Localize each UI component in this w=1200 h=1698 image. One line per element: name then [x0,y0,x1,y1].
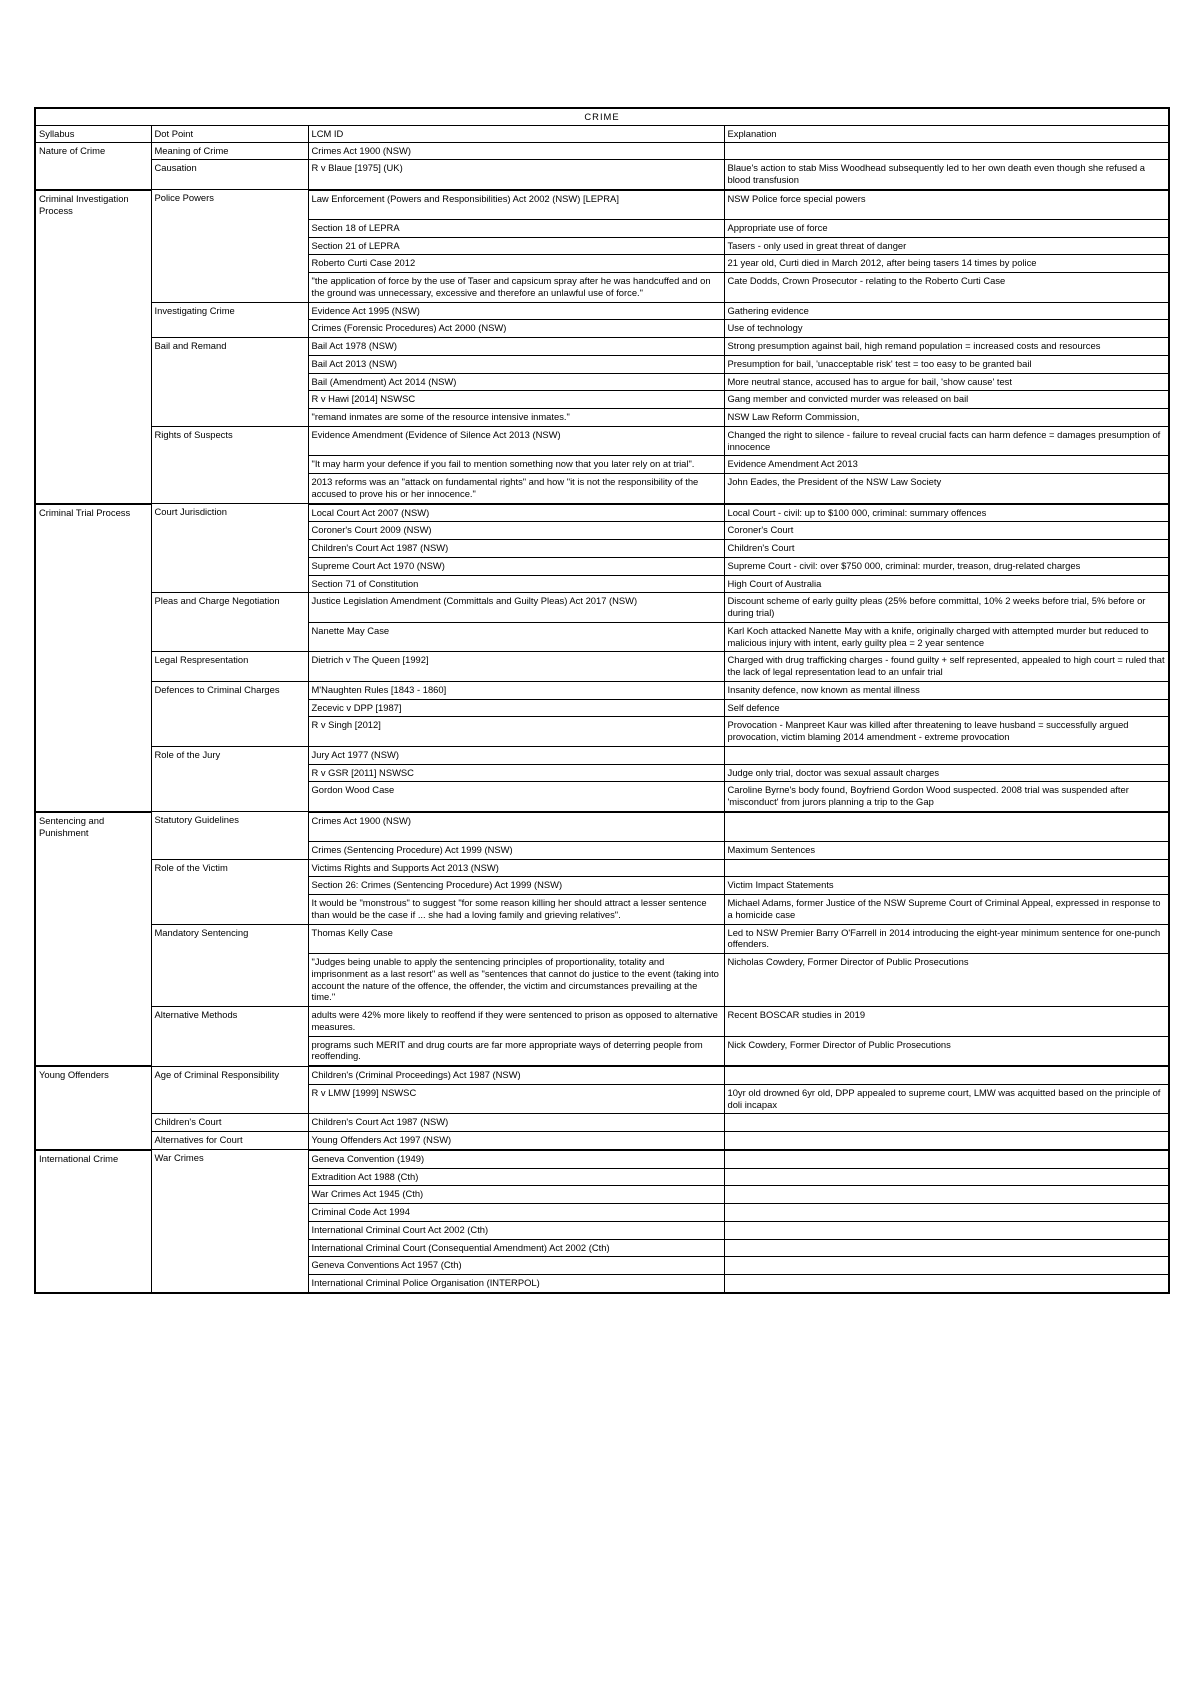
explanation-cell: Use of technology [724,320,1169,338]
lcm-id-cell: Jury Act 1977 (NSW) [308,746,724,764]
lcm-id-cell: programs such MERIT and drug courts are far more appropriate ways of deterring people from reoffending. [308,1036,724,1066]
syllabus-cell [35,1036,151,1066]
table-row [35,190,1169,220]
syllabus-cell [35,1275,151,1293]
dot-point-cell [151,622,308,652]
table-row [35,273,1169,303]
explanation-cell: Nick Cowdery, Former Director of Public Prosecutions [724,1036,1169,1066]
syllabus-cell [35,219,151,237]
syllabus-cell [35,681,151,699]
syllabus-cell [35,320,151,338]
dot-point-cell [151,540,308,558]
table-row [35,859,1169,877]
syllabus-cell [35,575,151,593]
dot-point-cell [151,273,308,303]
lcm-id-cell: Geneva Convention (1949) [308,1150,724,1168]
explanation-cell: Discount scheme of early guilty pleas (25% before committal, 10% 2 weeks before trial, 5% before or during trial) [724,593,1169,623]
lcm-id-cell: Crimes Act 1900 (NSW) [308,142,724,160]
dot-point-cell [151,355,308,373]
lcm-id-cell: Section 21 of LEPRA [308,237,724,255]
lcm-id-cell: 2013 reforms was an "attack on fundamental rights" and how "it is not the responsibility of the accused to prove his or her innocence." [308,474,724,504]
lcm-id-cell: R v Singh [2012] [308,717,724,747]
syllabus-cell [35,338,151,356]
syllabus-cell [35,924,151,954]
syllabus-cell [35,1007,151,1037]
lcm-id-cell: "Judges being unable to apply the sentencing principles of proportionality, totality and imprisonment as a last resort" as well as "sentences that cannot do justice to the event (taking into account the nature of the offence, the offender, the victim and circumstances prevailing at the time." [308,954,724,1007]
table-row [35,338,1169,356]
explanation-cell [724,1239,1169,1257]
table-row [35,782,1169,812]
dot-point-cell [151,1084,308,1114]
dot-point-cell: Role of the Victim [151,859,308,877]
dot-point-cell: Bail and Remand [151,338,308,356]
explanation-cell: 10yr old drowned 6yr old, DPP appealed to supreme court, LMW was acquitted based on the principle of doli incapax [724,1084,1169,1114]
dot-point-cell [151,699,308,717]
lcm-id-cell: Thomas Kelly Case [308,924,724,954]
syllabus-cell: Nature of Crime [35,142,151,160]
explanation-cell [724,142,1169,160]
dot-point-cell: Pleas and Charge Negotiation [151,593,308,623]
header-explanation: Explanation [724,125,1169,142]
lcm-id-cell: Victims Rights and Supports Act 2013 (NSW) [308,859,724,877]
syllabus-cell [35,474,151,504]
lcm-id-cell: Section 26: Crimes (Sentencing Procedure) Act 1999 (NSW) [308,877,724,895]
lcm-id-cell: Geneva Conventions Act 1957 (Cth) [308,1257,724,1275]
lcm-id-cell: R v Blaue [1975] (UK) [308,160,724,190]
table-row [35,924,1169,954]
table-row [35,142,1169,160]
syllabus-cell: Criminal Trial Process [35,504,151,522]
syllabus-cell [35,782,151,812]
table-row [35,219,1169,237]
explanation-cell: Cate Dodds, Crown Prosecutor - relating to the Roberto Curti Case [724,273,1169,303]
lcm-id-cell: Local Court Act 2007 (NSW) [308,504,724,522]
syllabus-cell [35,522,151,540]
table-row [35,575,1169,593]
table-row [35,237,1169,255]
dot-point-cell [151,1168,308,1186]
table-row [35,456,1169,474]
explanation-cell: Presumption for bail, 'unacceptable risk' test = too easy to be granted bail [724,355,1169,373]
explanation-cell: Supreme Court - civil: over $750 000, criminal: murder, treason, drug-related charges [724,557,1169,575]
explanation-cell: Karl Koch attacked Nanette May with a knife, originally charged with attempted murder but reduced to malicious injury with intent, early guilty plea = 2 year sentence [724,622,1169,652]
table-row [35,1036,1169,1066]
explanation-cell: Local Court - civil: up to $100 000, criminal: summary offences [724,504,1169,522]
syllabus-cell [35,557,151,575]
lcm-id-cell: Extradition Act 1988 (Cth) [308,1168,724,1186]
table-row [35,593,1169,623]
table-row [35,746,1169,764]
lcm-id-cell: Coroner's Court 2009 (NSW) [308,522,724,540]
syllabus-cell: Sentencing and Punishment [35,812,151,842]
explanation-cell: Appropriate use of force [724,219,1169,237]
dot-point-cell [151,1239,308,1257]
explanation-cell: 21 year old, Curti died in March 2012, after being tasers 14 times by police [724,255,1169,273]
lcm-id-cell: R v GSR [2011] NSWSC [308,764,724,782]
lcm-id-cell: International Criminal Police Organisation (INTERPOL) [308,1275,724,1293]
explanation-cell: Led to NSW Premier Barry O'Farrell in 2014 introducing the eight-year minimum sentence for one-punch offenders. [724,924,1169,954]
header-syllabus: Syllabus [35,125,151,142]
explanation-cell: Recent BOSCAR studies in 2019 [724,1007,1169,1037]
syllabus-cell [35,273,151,303]
lcm-id-cell: Law Enforcement (Powers and Responsibilities) Act 2002 (NSW) [LEPRA] [308,190,724,220]
syllabus-cell [35,409,151,427]
explanation-cell [724,1132,1169,1150]
syllabus-cell [35,764,151,782]
explanation-cell: Nicholas Cowdery, Former Director of Public Prosecutions [724,954,1169,1007]
lcm-id-cell: Section 71 of Constitution [308,575,724,593]
syllabus-cell [35,652,151,682]
explanation-cell: More neutral stance, accused has to argue for bail, 'show cause' test [724,373,1169,391]
dot-point-cell [151,895,308,925]
syllabus-cell [35,373,151,391]
crime-table [34,107,1170,1294]
lcm-id-cell: Roberto Curti Case 2012 [308,255,724,273]
dot-point-cell [151,841,308,859]
explanation-cell [724,1257,1169,1275]
explanation-cell: Victim Impact Statements [724,877,1169,895]
lcm-id-cell: International Criminal Court Act 2002 (Cth) [308,1221,724,1239]
table-row [35,320,1169,338]
syllabus-cell: Young Offenders [35,1066,151,1084]
dot-point-cell [151,522,308,540]
explanation-cell: Gang member and convicted murder was released on bail [724,391,1169,409]
explanation-cell: Caroline Byrne's body found, Boyfriend Gordon Wood suspected. 2008 trial was suspended after 'misconduct' from jurors planning a trip to the Gap [724,782,1169,812]
dot-point-cell: Court Jurisdiction [151,504,308,522]
dot-point-cell: Meaning of Crime [151,142,308,160]
dot-point-cell [151,575,308,593]
table-row [35,699,1169,717]
table-row [35,522,1169,540]
dot-point-cell [151,391,308,409]
lcm-id-cell: It would be "monstrous" to suggest "for some reason killing her should attract a lesser sentence than would be the case if ... she had a loving family and grieving relatives". [308,895,724,925]
header-lcm-id: LCM ID [308,125,724,142]
explanation-cell: Tasers - only used in great threat of danger [724,237,1169,255]
table-row [35,1132,1169,1150]
explanation-cell: Charged with drug trafficking charges - found guilty + self represented, appealed to high court = ruled that the lack of legal representation lead to an unfair trial [724,652,1169,682]
lcm-id-cell: Nanette May Case [308,622,724,652]
syllabus-cell [35,877,151,895]
dot-point-cell: Investigating Crime [151,302,308,320]
table-row [35,302,1169,320]
syllabus-cell [35,426,151,456]
table-row [35,1239,1169,1257]
dot-point-cell: Alternative Methods [151,1007,308,1037]
table-row [35,373,1169,391]
lcm-id-cell: Justice Legislation Amendment (Committals and Guilty Pleas) Act 2017 (NSW) [308,593,724,623]
syllabus-cell [35,1186,151,1204]
dot-point-cell: Legal Respresentation [151,652,308,682]
dot-point-cell [151,1275,308,1293]
syllabus-cell [35,746,151,764]
syllabus-cell [35,1204,151,1222]
syllabus-cell [35,1114,151,1132]
explanation-cell [724,1186,1169,1204]
dot-point-cell [151,255,308,273]
table-row [35,1084,1169,1114]
syllabus-cell [35,1132,151,1150]
dot-point-cell [151,782,308,812]
syllabus-cell [35,355,151,373]
table-row [35,681,1169,699]
explanation-cell [724,1168,1169,1186]
table-row [35,1275,1169,1293]
table-row [35,764,1169,782]
table-row [35,841,1169,859]
dot-point-cell [151,954,308,1007]
table-row [35,557,1169,575]
lcm-id-cell: Evidence Act 1995 (NSW) [308,302,724,320]
table-row [35,409,1169,427]
syllabus-cell [35,456,151,474]
explanation-cell: Provocation - Manpreet Kaur was killed after threatening to leave husband = successfully argued provocation, victim blaming 2014 amendment - extreme provocation [724,717,1169,747]
table-row [35,1114,1169,1132]
dot-point-cell: Statutory Guidelines [151,812,308,842]
header-row [35,125,1169,142]
table-row [35,1007,1169,1037]
explanation-cell: Gathering evidence [724,302,1169,320]
syllabus-cell [35,540,151,558]
syllabus-cell [35,391,151,409]
lcm-id-cell: Crimes (Forensic Procedures) Act 2000 (NSW) [308,320,724,338]
explanation-cell: Judge only trial, doctor was sexual assault charges [724,764,1169,782]
document-page [34,107,1168,1294]
dot-point-cell [151,1221,308,1239]
lcm-id-cell: Bail Act 2013 (NSW) [308,355,724,373]
syllabus-cell [35,1257,151,1275]
table-row [35,652,1169,682]
explanation-cell: Self defence [724,699,1169,717]
lcm-id-cell: M'Naughten Rules [1843 - 1860] [308,681,724,699]
dot-point-cell [151,1036,308,1066]
explanation-cell [724,746,1169,764]
syllabus-cell [35,895,151,925]
title-row [35,108,1169,125]
table-row [35,877,1169,895]
syllabus-cell [35,255,151,273]
syllabus-cell [35,1221,151,1239]
lcm-id-cell: War Crimes Act 1945 (Cth) [308,1186,724,1204]
table-row [35,1221,1169,1239]
dot-point-cell: Alternatives for Court [151,1132,308,1150]
explanation-cell: High Court of Australia [724,575,1169,593]
table-row [35,1186,1169,1204]
lcm-id-cell: International Criminal Court (Consequential Amendment) Act 2002 (Cth) [308,1239,724,1257]
dot-point-cell [151,409,308,427]
syllabus-cell [35,699,151,717]
syllabus-cell [35,302,151,320]
dot-point-cell: Defences to Criminal Charges [151,681,308,699]
syllabus-cell [35,1168,151,1186]
table-row [35,812,1169,842]
syllabus-cell [35,717,151,747]
dot-point-cell [151,1257,308,1275]
table-row [35,355,1169,373]
lcm-id-cell: adults were 42% more likely to reoffend if they were sentenced to prison as opposed to alternative measures. [308,1007,724,1037]
syllabus-cell [35,1084,151,1114]
header-dot-point: Dot Point [151,125,308,142]
table-row [35,895,1169,925]
dot-point-cell [151,1186,308,1204]
lcm-id-cell: Section 18 of LEPRA [308,219,724,237]
table-row [35,1257,1169,1275]
explanation-cell [724,859,1169,877]
syllabus-cell [35,160,151,190]
explanation-cell: Insanity defence, now known as mental illness [724,681,1169,699]
explanation-cell: Maximum Sentences [724,841,1169,859]
syllabus-cell: International Crime [35,1150,151,1168]
lcm-id-cell: Bail (Amendment) Act 2014 (NSW) [308,373,724,391]
dot-point-cell [151,557,308,575]
dot-point-cell: Children's Court [151,1114,308,1132]
table-row [35,622,1169,652]
dot-point-cell: Causation [151,160,308,190]
table-row [35,426,1169,456]
dot-point-cell: Mandatory Sentencing [151,924,308,954]
table-row [35,474,1169,504]
lcm-id-cell: Zecevic v DPP [1987] [308,699,724,717]
dot-point-cell [151,474,308,504]
explanation-cell [724,1275,1169,1293]
table-row [35,717,1169,747]
lcm-id-cell: Bail Act 1978 (NSW) [308,338,724,356]
table-row [35,160,1169,190]
explanation-cell: Strong presumption against bail, high remand population = increased costs and resources [724,338,1169,356]
table-body [35,142,1169,1293]
table-row [35,954,1169,1007]
dot-point-cell: Rights of Suspects [151,426,308,456]
explanation-cell [724,812,1169,842]
table-row [35,1204,1169,1222]
lcm-id-cell: Children's Court Act 1987 (NSW) [308,540,724,558]
dot-point-cell [151,717,308,747]
dot-point-cell: Role of the Jury [151,746,308,764]
table-title: CRIME [35,108,1169,125]
lcm-id-cell: Evidence Amendment (Evidence of Silence Act 2013 (NSW) [308,426,724,456]
syllabus-cell [35,593,151,623]
table-row [35,255,1169,273]
dot-point-cell [151,456,308,474]
table-row [35,1150,1169,1168]
syllabus-cell [35,954,151,1007]
syllabus-cell [35,1239,151,1257]
syllabus-cell [35,859,151,877]
syllabus-cell [35,237,151,255]
lcm-id-cell: Children's (Criminal Proceedings) Act 1987 (NSW) [308,1066,724,1084]
lcm-id-cell: "remand inmates are some of the resource intensive inmates." [308,409,724,427]
dot-point-cell: War Crimes [151,1150,308,1168]
lcm-id-cell: Gordon Wood Case [308,782,724,812]
lcm-id-cell: "the application of force by the use of Taser and capsicum spray after he was handcuffed and on the ground was unnecessary, excessive and therefore an unlawful use of force." [308,273,724,303]
explanation-cell [724,1066,1169,1084]
lcm-id-cell: R v Hawi [2014] NSWSC [308,391,724,409]
syllabus-cell: Criminal Investigation Process [35,190,151,220]
lcm-id-cell: Crimes (Sentencing Procedure) Act 1999 (NSW) [308,841,724,859]
explanation-cell: Blaue's action to stab Miss Woodhead subsequently led to her own death even though she refused a blood transfusion [724,160,1169,190]
lcm-id-cell: Children's Court Act 1987 (NSW) [308,1114,724,1132]
lcm-id-cell: Dietrich v The Queen [1992] [308,652,724,682]
table-row [35,1168,1169,1186]
dot-point-cell [151,1204,308,1222]
explanation-cell: NSW Law Reform Commission, [724,409,1169,427]
table-row [35,391,1169,409]
dot-point-cell: Age of Criminal Responsibility [151,1066,308,1084]
explanation-cell: John Eades, the President of the NSW Law Society [724,474,1169,504]
lcm-id-cell: R v LMW [1999] NSWSC [308,1084,724,1114]
table-row [35,1066,1169,1084]
table-row [35,504,1169,522]
dot-point-cell [151,219,308,237]
explanation-cell: NSW Police force special powers [724,190,1169,220]
lcm-id-cell: Crimes Act 1900 (NSW) [308,812,724,842]
dot-point-cell [151,237,308,255]
explanation-cell [724,1204,1169,1222]
syllabus-cell [35,622,151,652]
explanation-cell [724,1221,1169,1239]
explanation-cell: Children's Court [724,540,1169,558]
explanation-cell: Changed the right to silence - failure to reveal crucial facts can harm defence = damages presumption of innocence [724,426,1169,456]
explanation-cell [724,1114,1169,1132]
explanation-cell: Evidence Amendment Act 2013 [724,456,1169,474]
explanation-cell: Michael Adams, former Justice of the NSW Supreme Court of Criminal Appeal, expressed in response to a homicide case [724,895,1169,925]
explanation-cell [724,1150,1169,1168]
table-row [35,540,1169,558]
syllabus-cell [35,841,151,859]
dot-point-cell [151,320,308,338]
explanation-cell: Coroner's Court [724,522,1169,540]
dot-point-cell [151,373,308,391]
lcm-id-cell: "It may harm your defence if you fail to mention something now that you later rely on at trial". [308,456,724,474]
dot-point-cell: Police Powers [151,190,308,220]
lcm-id-cell: Young Offenders Act 1997 (NSW) [308,1132,724,1150]
lcm-id-cell: Criminal Code Act 1994 [308,1204,724,1222]
dot-point-cell [151,764,308,782]
lcm-id-cell: Supreme Court Act 1970 (NSW) [308,557,724,575]
dot-point-cell [151,877,308,895]
